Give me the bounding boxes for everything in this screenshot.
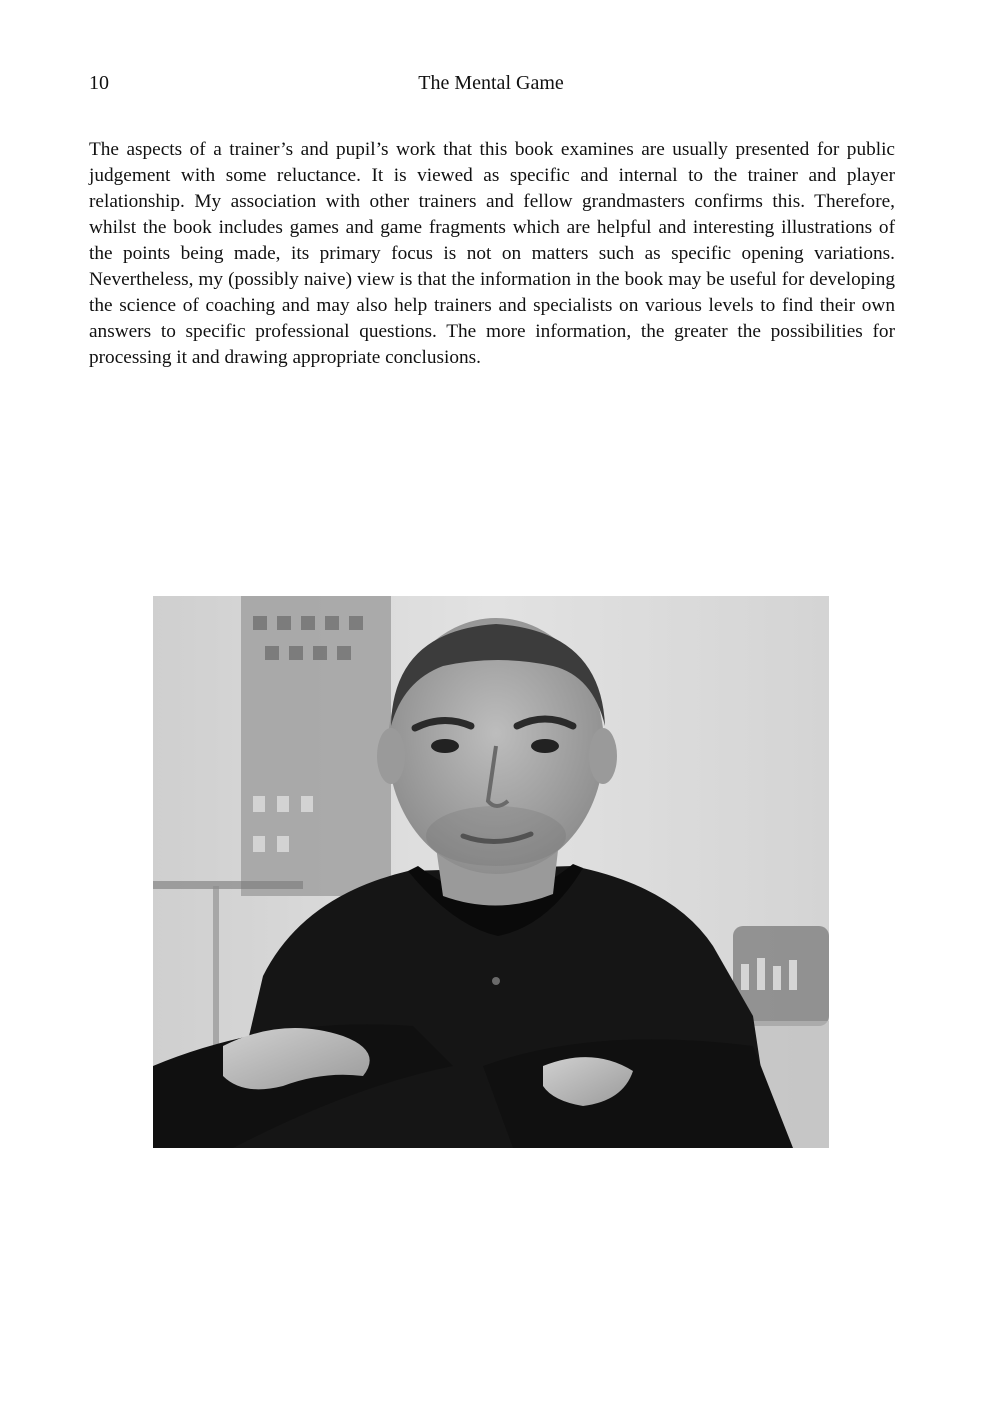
running-title: The Mental Game: [418, 72, 564, 94]
portrait-illustration: [153, 596, 829, 1148]
page-number: 10: [89, 72, 109, 94]
portrait-photo: [153, 596, 829, 1148]
body-paragraph: The aspects of a trainer’s and pupil’s work that this book examines are usually presented for public judgement with some reluctance. It is viewed as specific and internal to the trainer and player relationship. My association with other trainers and fellow grandmasters confirms this. Therefore, whilst the book includes games and game fragments which are helpful and interesting illustrations of the points being made, its primary focus is not on matters such as specific opening variations. Nevertheless, my (possibly naive) view is that the information in the book may be useful for developing the science of coaching and may also help trainers and specialists on various levels to find their own answers to specific professional questions. The more information, the greater the possibilities for processing it and drawing appropriate conclusions.: [89, 139, 895, 368]
